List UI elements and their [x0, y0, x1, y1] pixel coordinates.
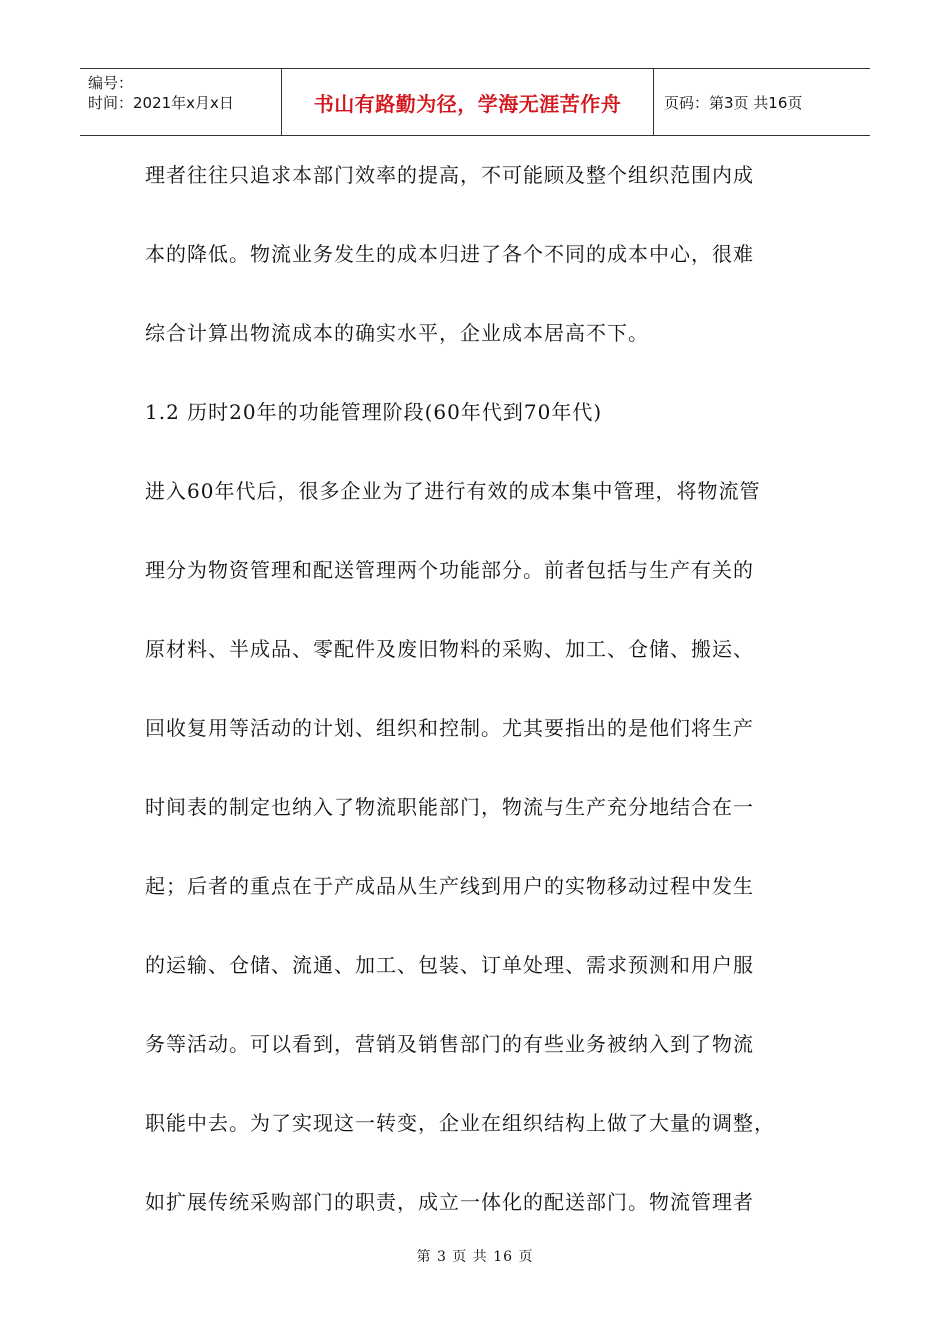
document-body: [145, 160, 815, 1266]
body-line: 如扩展传统采购部门的职责，成立一体化的配送部门。物流管理者: [145, 1190, 754, 1214]
document-time-label: 时间：2021年x月x日: [88, 94, 234, 112]
body-line: 本的降低。物流业务发生的成本归进了各个不同的成本中心，很难: [145, 242, 754, 266]
body-line: 理分为物资管理和配送管理两个功能部分。前者包括与生产有关的: [145, 558, 754, 582]
body-line: 职能中去。为了实现这一转变，企业在组织结构上做了大量的调整，: [145, 1111, 775, 1135]
body-line: 时间表的制定也纳入了物流职能部门，物流与生产充分地结合在一: [145, 795, 754, 819]
body-line: 回收复用等活动的计划、组织和控制。尤其要指出的是他们将生产: [145, 716, 754, 740]
body-line: 综合计算出物流成本的确实水平，企业成本居高不下。: [145, 321, 649, 345]
body-line: 的运输、仓储、流通、加工、包装、订单处理、需求预测和用户服: [145, 953, 754, 977]
document-number-label: 编号：: [88, 74, 134, 92]
body-line: 原材料、半成品、零配件及废旧物料的采购、加工、仓储、搬运、: [145, 637, 754, 661]
body-line: 务等活动。可以看到，营销及销售部门的有些业务被纳入到了物流: [145, 1032, 754, 1056]
header-page-info: 页码：第3页 共16页: [664, 93, 803, 112]
header-meta-cell: [80, 69, 282, 135]
page-header: [80, 68, 870, 136]
body-line: 进入60年代后，很多企业为了进行有效的成本集中管理，将物流管: [145, 479, 761, 503]
body-line: 起；后者的重点在于产成品从生产线到用户的实物移动过程中发生: [145, 874, 754, 898]
page-footer: 第 3 页 共 16 页: [416, 1249, 534, 1265]
header-motto: 书山有路勤为径，学海无涯苦作舟: [282, 69, 654, 135]
body-line: 理者往往只追求本部门效率的提高，不可能顾及整个组织范围内成: [145, 163, 754, 187]
section-heading: 1.2 历时20年的功能管理阶段(60年代到70年代): [145, 400, 603, 424]
